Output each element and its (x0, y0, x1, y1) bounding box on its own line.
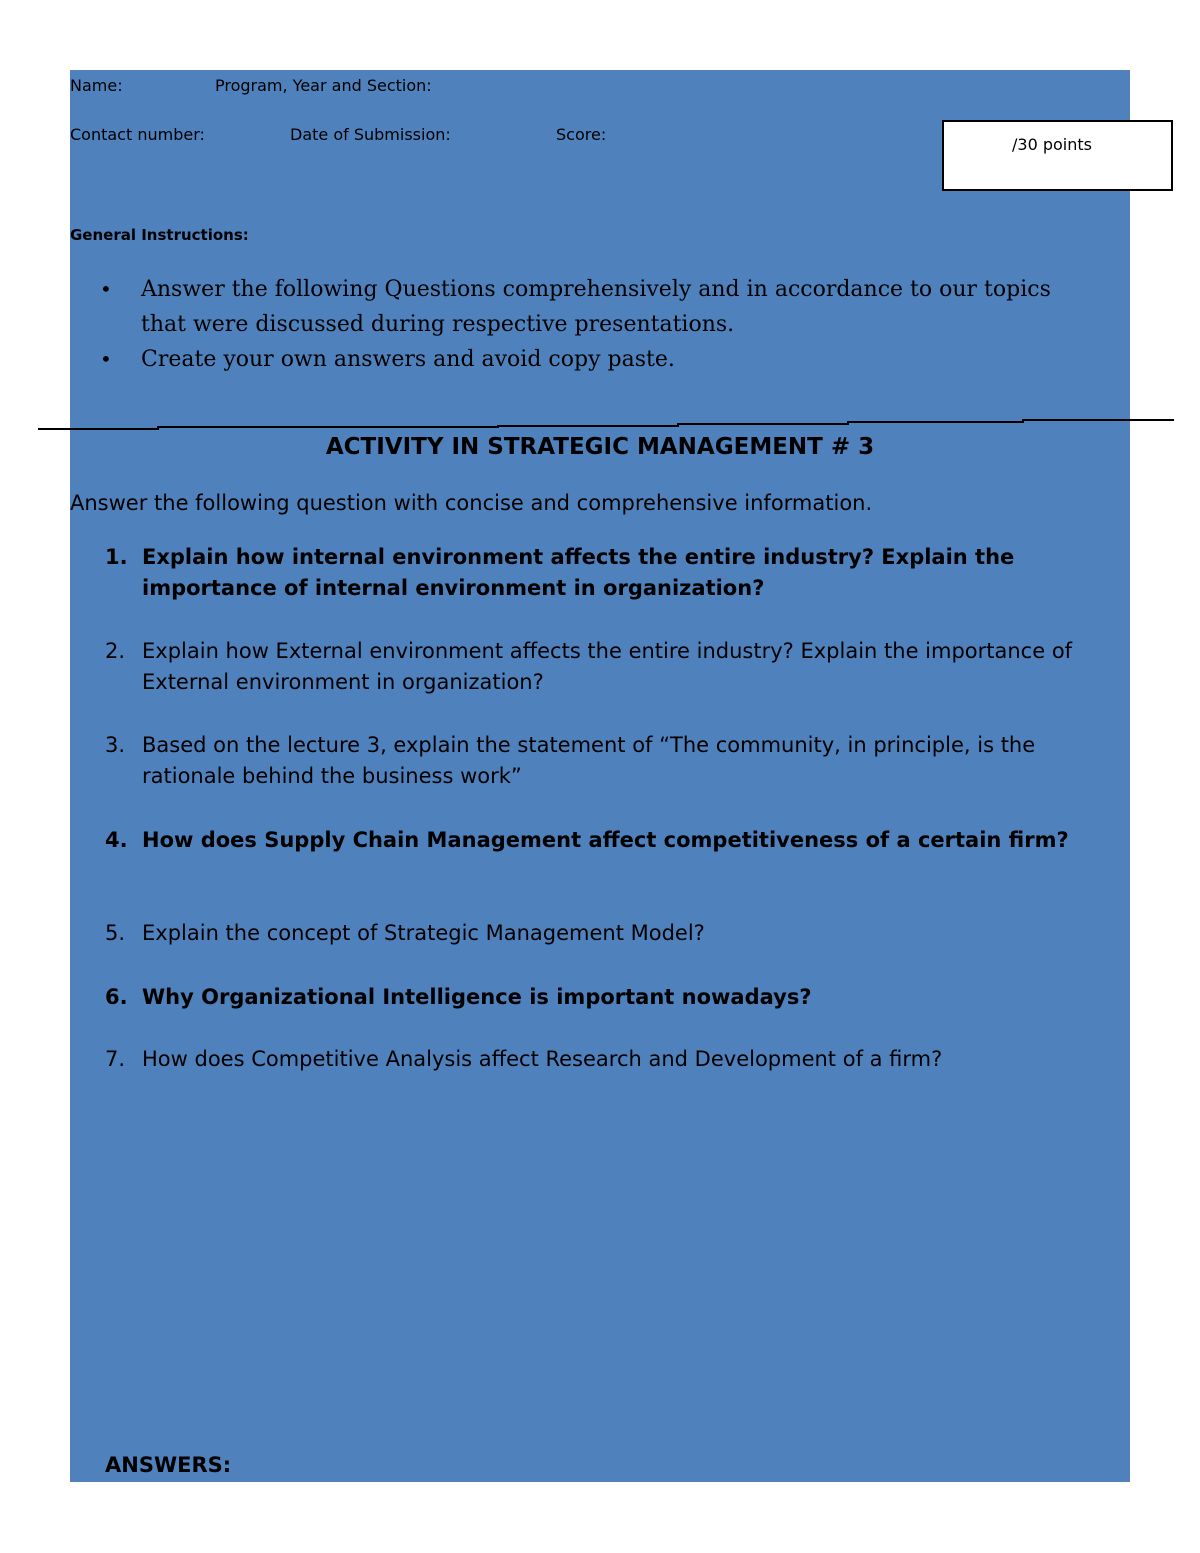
question-item (105, 982, 1125, 1013)
question-number: 6. (105, 985, 128, 1009)
question-text: Explain how internal environment affects the entire industry? Explain the importance of internal environment in organization? (142, 545, 1015, 600)
contact-number-label: Contact number: (70, 125, 205, 144)
instructions-list (100, 272, 1100, 377)
instruction-text: Answer the following Questions comprehensively and in accordance to our topics that were discussed during respective presentations. (141, 277, 1051, 337)
date-of-submission-label: Date of Submission: (290, 125, 451, 144)
question-number: 2. (105, 639, 126, 663)
question-number: 1. (105, 545, 128, 569)
instruction-item (100, 342, 1100, 377)
question-text: Based on the lecture 3, explain the statement of “The community, in principle, is the rationale behind the business work” (142, 733, 1036, 788)
question-text: How does Supply Chain Management affect competitiveness of a certain firm? (142, 828, 1069, 852)
instruction-item (100, 272, 1100, 342)
question-text: Explain the concept of Strategic Management Model? (142, 921, 705, 945)
divider-line (38, 419, 1174, 431)
question-item (105, 542, 1125, 604)
question-item (105, 1044, 1125, 1075)
answers-label: ANSWERS: (105, 1453, 232, 1477)
bullet-icon: • (100, 347, 112, 371)
question-item (105, 918, 1125, 949)
score-box-text: /30 points (1012, 135, 1092, 154)
question-item (105, 730, 1125, 792)
question-item (105, 636, 1125, 698)
general-instructions-heading: General Instructions: (70, 226, 249, 244)
program-year-section-label: Program, Year and Section: (215, 76, 432, 95)
question-text: Explain how External environment affects the entire industry? Explain the importance of External environment in organization? (142, 639, 1073, 694)
question-number: 5. (105, 921, 126, 945)
question-text: Why Organizational Intelligence is important nowadays? (142, 985, 812, 1009)
score-label: Score: (556, 125, 607, 144)
instruction-text: Create your own answers and avoid copy paste. (141, 347, 675, 372)
bullet-icon: • (100, 277, 112, 301)
question-number: 3. (105, 733, 126, 757)
activity-intro: Answer the following question with concise and comprehensive information. (70, 491, 873, 515)
question-number: 7. (105, 1047, 126, 1071)
score-box (942, 120, 1173, 191)
question-item (105, 825, 1125, 856)
question-number: 4. (105, 828, 128, 852)
name-label: Name: (70, 76, 123, 95)
activity-title: ACTIVITY IN STRATEGIC MANAGEMENT # 3 (325, 434, 875, 460)
question-text: How does Competitive Analysis affect Research and Development of a firm? (142, 1047, 943, 1071)
